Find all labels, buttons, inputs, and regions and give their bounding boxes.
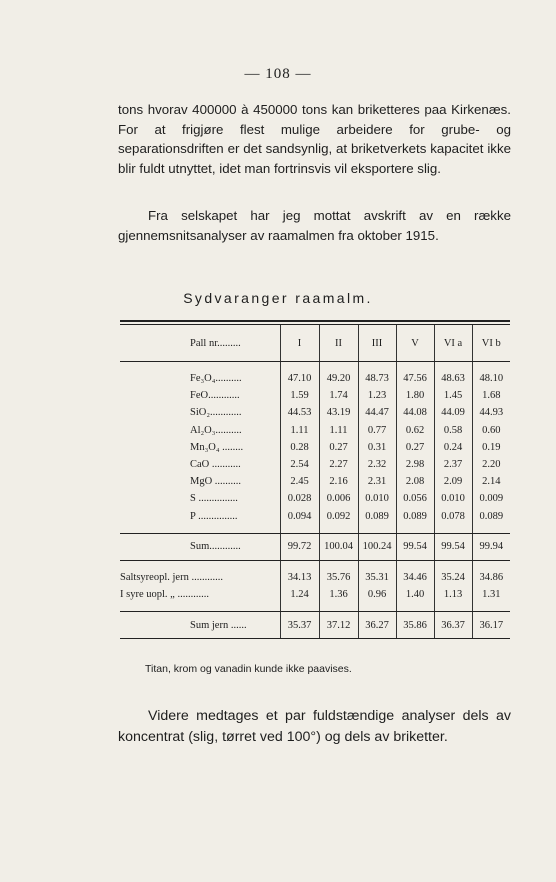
cell: 2.32 — [358, 456, 396, 473]
cell: 47.10 — [280, 370, 319, 387]
cell: 1.31 — [472, 586, 510, 603]
table-row — [120, 569, 510, 586]
cell: 34.86 — [472, 569, 510, 586]
cell: 0.31 — [358, 439, 396, 456]
cell: 0.094 — [280, 508, 319, 525]
cell: 0.60 — [472, 422, 510, 439]
row-label: Fe₃O₄.......... — [190, 373, 242, 385]
cell: 44.08 — [396, 404, 434, 421]
table-row — [120, 439, 510, 456]
cell: 0.27 — [396, 439, 434, 456]
paragraph-intro: tons hvorav 400000 à 450000 tons kan briketteres paa Kirkenæs. For at frigjøre flest mulige arbeidere for grube- og separationsdriften er det sandsynlig, at briketverkets kapacitet ikke blir fuldt utnyttet, idet man fortrinsvis vil eksportere slig. — [118, 102, 511, 176]
cell: 100.24 — [358, 534, 396, 560]
cell: 99.94 — [472, 534, 510, 560]
header-cell: Pall nr......... — [190, 337, 241, 349]
cell: 2.27 — [319, 456, 358, 473]
table-row — [120, 387, 510, 404]
cell: 2.37 — [434, 456, 472, 473]
row-label: Al₂O₃.......... — [190, 424, 242, 436]
row-label: Sum............ — [190, 541, 241, 553]
row-label: CaO ........... — [190, 459, 241, 471]
table-row — [120, 404, 510, 421]
cell: 47.56 — [396, 370, 434, 387]
cell: 2.14 — [472, 473, 510, 490]
table-row — [120, 508, 510, 525]
cell: 1.24 — [280, 586, 319, 603]
cell: 1.68 — [472, 387, 510, 404]
cell: 1.74 — [319, 387, 358, 404]
table-row — [120, 473, 510, 490]
cell: 44.53 — [280, 404, 319, 421]
cell: 0.078 — [434, 508, 472, 525]
cell: 0.028 — [280, 490, 319, 507]
row-label: FeO............ — [190, 390, 240, 402]
cell: 36.27 — [358, 612, 396, 638]
sum-row — [120, 534, 510, 560]
row-label: P ............... — [190, 510, 238, 522]
cell: 99.54 — [434, 534, 472, 560]
cell: 37.12 — [319, 612, 358, 638]
cell: 1.11 — [319, 422, 358, 439]
analysis-table-grid — [120, 325, 510, 361]
analysis-table-body — [120, 362, 510, 533]
cell: 0.28 — [280, 439, 319, 456]
cell: 44.09 — [434, 404, 472, 421]
table-row — [120, 586, 510, 603]
row-label: S ............... — [190, 493, 238, 505]
cell: 0.27 — [319, 439, 358, 456]
cell: 43.19 — [319, 404, 358, 421]
analysis-table — [120, 320, 510, 639]
header-cell: III — [358, 325, 396, 361]
cell: 0.62 — [396, 422, 434, 439]
cell: 0.089 — [358, 508, 396, 525]
cell: 2.98 — [396, 456, 434, 473]
cell: 35.31 — [358, 569, 396, 586]
cell: 36.37 — [434, 612, 472, 638]
cell: 35.37 — [280, 612, 319, 638]
cell: 36.17 — [472, 612, 510, 638]
row-label: Sum jern ...... — [190, 619, 247, 631]
header-cell: I — [280, 325, 319, 361]
cell: 2.08 — [396, 473, 434, 490]
header-cell: II — [319, 325, 358, 361]
cell: 0.24 — [434, 439, 472, 456]
analysis-table-sum-jern — [120, 612, 510, 638]
table-row — [120, 370, 510, 387]
cell: 34.46 — [396, 569, 434, 586]
table-bottom-rule — [120, 638, 510, 639]
table-caption: Sydvaranger raamalm. — [183, 290, 373, 306]
cell: 2.20 — [472, 456, 510, 473]
cell: 2.54 — [280, 456, 319, 473]
cell: 48.10 — [472, 370, 510, 387]
header-cell: VI a — [434, 325, 472, 361]
cell: 2.31 — [358, 473, 396, 490]
cell: 2.45 — [280, 473, 319, 490]
cell: 49.20 — [319, 370, 358, 387]
cell: 0.010 — [434, 490, 472, 507]
table-row — [120, 456, 510, 473]
cell: 100.04 — [319, 534, 358, 560]
analysis-table-sum — [120, 534, 510, 560]
cell: 2.09 — [434, 473, 472, 490]
cell: 1.45 — [434, 387, 472, 404]
page-number: — 108 — — [244, 66, 312, 82]
cell: 44.47 — [358, 404, 396, 421]
row-label: Saltsyreopl. jern ............ — [120, 571, 223, 583]
cell: 1.11 — [280, 422, 319, 439]
row-label: SiO₂............ — [190, 407, 242, 419]
cell: 0.19 — [472, 439, 510, 456]
header-cell: V — [396, 325, 434, 361]
cell: 48.63 — [434, 370, 472, 387]
sum-jern-row — [120, 612, 510, 638]
row-label: MgO .......... — [190, 476, 242, 488]
cell: 0.089 — [472, 508, 510, 525]
paragraph-further: Videre medtages et par fuldstændige analyser dels av koncentrat (slig, tørret ved 100°) og dels av briketter. — [118, 708, 511, 745]
cell: 44.93 — [472, 404, 510, 421]
cell: 99.72 — [280, 534, 319, 560]
analysis-table-jern — [120, 561, 510, 611]
cell: 0.009 — [472, 490, 510, 507]
header-cell: VI b — [472, 325, 510, 361]
paragraph-analyses: Fra selskapet har jeg mottat avskrift av en række gjennemsnitsanalyser av raamalmen fra oktober 1915. — [118, 208, 511, 243]
cell: 1.23 — [358, 387, 396, 404]
cell: 1.13 — [434, 586, 472, 603]
cell: 35.76 — [319, 569, 358, 586]
table-header-row — [120, 325, 510, 361]
cell: 2.16 — [319, 473, 358, 490]
cell: 0.010 — [358, 490, 396, 507]
cell: 34.13 — [280, 569, 319, 586]
cell: 1.59 — [280, 387, 319, 404]
cell: 99.54 — [396, 534, 434, 560]
table-row — [120, 422, 510, 439]
cell: 0.77 — [358, 422, 396, 439]
cell: 0.96 — [358, 586, 396, 603]
cell: 35.24 — [434, 569, 472, 586]
cell: 1.80 — [396, 387, 434, 404]
cell: 0.006 — [319, 490, 358, 507]
row-label: Mn₃O₄ ........ — [190, 441, 244, 453]
cell: 0.056 — [396, 490, 434, 507]
cell: 1.40 — [396, 586, 434, 603]
cell: 1.36 — [319, 586, 358, 603]
cell: 0.089 — [396, 508, 434, 525]
cell: 48.73 — [358, 370, 396, 387]
table-footnote: Titan, krom og vanadin kunde ikke paavises. — [145, 663, 352, 675]
row-label: I syre uopl. „ ............ — [120, 588, 209, 600]
cell: 0.092 — [319, 508, 358, 525]
cell: 35.86 — [396, 612, 434, 638]
table-row — [120, 490, 510, 507]
cell: 0.58 — [434, 422, 472, 439]
